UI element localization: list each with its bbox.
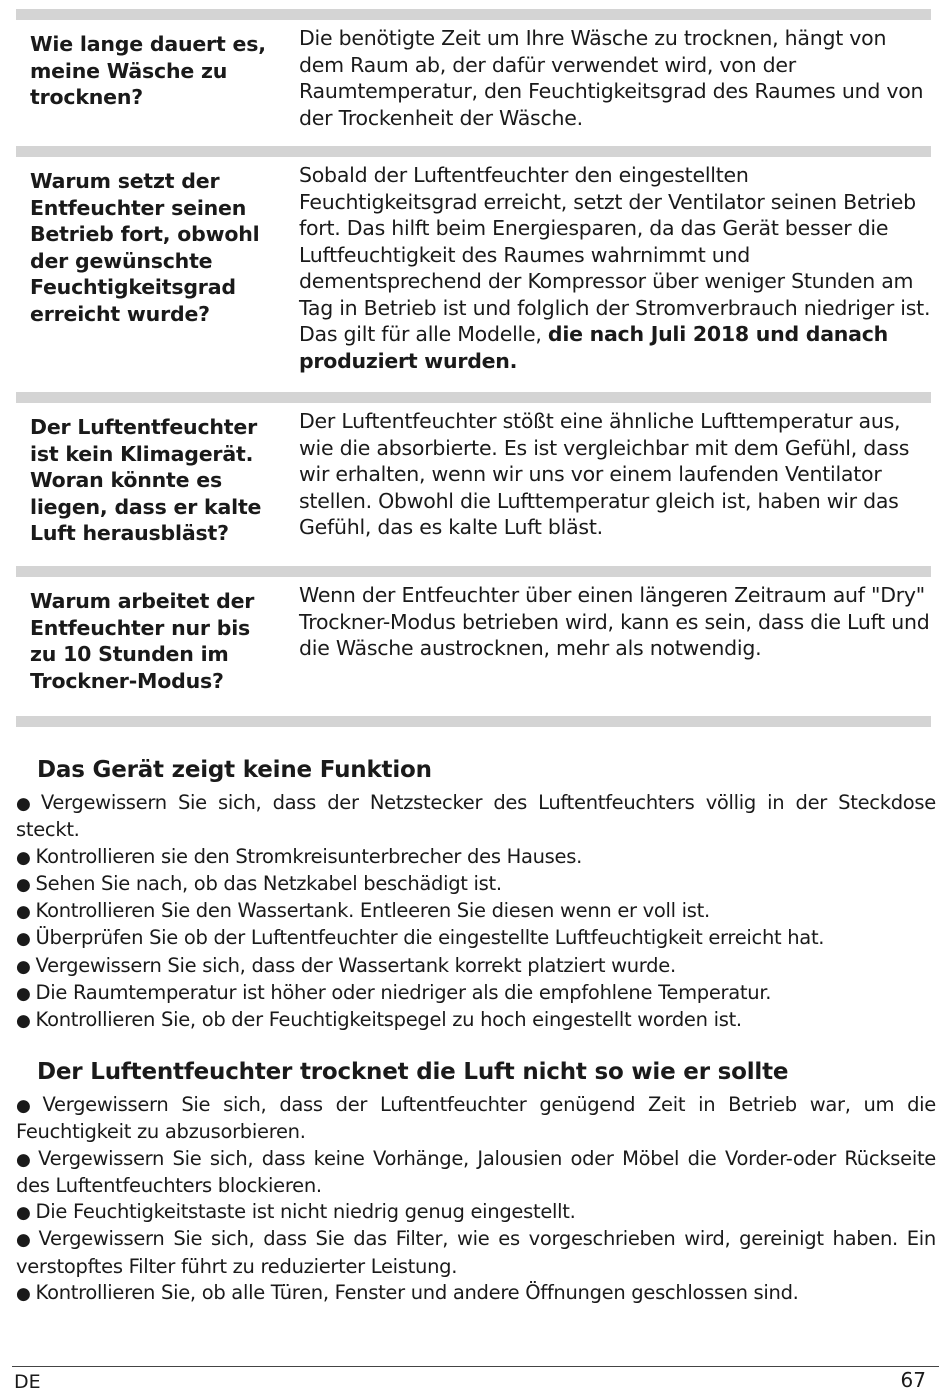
section-title: Der Luftentfeuchter trocknet die Luft nicht so wie er sollte	[37, 1059, 789, 1085]
list-item: ● Die Feuchtigkeitstaste ist nicht niedrig genug eingestellt.	[16, 1200, 576, 1224]
list-item: ● Kontrollieren Sie, ob der Feuchtigkeitspegel zu hoch eingestellt worden ist.	[16, 1008, 742, 1032]
bullet-icon: ●	[16, 929, 31, 950]
faq-answer: Der Luftentfeuchter stößt eine ähnliche Lufttemperatur aus, wie die absorbierte. Es ist vergleichbar mit dem Gefühl, dass wir erhalten, wenn wir uns vor einem laufenden Ventilator stellen. Obwohl die Lufttemperatur gleich ist, haben wir das Gefühl, das es kalte Luft bläst.	[299, 409, 910, 539]
footer-language: DE	[14, 1371, 41, 1393]
faq-answer-bold: die nach Juli 2018 und danach produziert wurden.	[299, 322, 888, 373]
list-item: ● Sehen Sie nach, ob das Netzkabel beschädigt ist.	[16, 871, 502, 895]
faq-separator	[16, 146, 931, 157]
faq-answer	[299, 162, 931, 374]
faq-row	[16, 20, 931, 146]
faq-question: Warum setzt der Entfeuchter seinen Betrieb fort, obwohl der gewünschte Feuchtigkeitsgrad erreicht wurde?	[30, 169, 260, 326]
faq-question: Warum arbeitet der Entfeuchter nur bis zu 10 Stunden im Trockner-Modus?	[30, 589, 255, 693]
list-item: ● Vergewissern Sie sich, dass der Netzstecker des Luftentfeuchters völlig in der Steckdose steckt.	[16, 791, 936, 842]
bullet-list	[16, 790, 936, 1035]
faq-row	[16, 577, 931, 716]
faq-separator	[16, 392, 931, 403]
list-item: ● Überprüfen Sie ob der Luftentfeuchter die eingestellte Luftfeuchtigkeit erreicht hat.	[16, 926, 825, 950]
bullet-icon: ●	[16, 1203, 31, 1224]
faq-row	[16, 157, 931, 392]
section-title: Das Gerät zeigt keine Funktion	[37, 757, 432, 783]
bullet-icon: ●	[16, 1284, 31, 1305]
faq-separator	[16, 9, 931, 20]
faq-answer: Wenn der Entfeuchter über einen längeren Zeitraum auf "Dry" Trockner-Modus betrieben wird, kann es sein, dass die Luft und die Wäsche austrocknen, mehr als notwendig.	[299, 583, 930, 660]
faq-table	[16, 0, 931, 727]
faq-answer-text: Sobald der Luftentfeuchter den eingestellten Feuchtigkeitsgrad erreicht, setzt der Ventilator seinen Betrieb fort. Das hilft beim Energiesparen, da das Gerät besser die Luftfeuchtigkeit des Raumes wahrnimmt und dementsprechend der Kompressor über weniger Stunden am Tag in Betrieb ist und folglich der Stromverbrauch niedriger ist. Das gilt für alle Modelle,	[299, 163, 931, 346]
section-no-function	[16, 754, 936, 1035]
bullet-icon: ●	[16, 1096, 38, 1116]
list-item: ● Kontrollieren Sie den Wassertank. Entleeren Sie diesen wenn er voll ist.	[16, 899, 710, 923]
bullet-icon: ●	[16, 1149, 34, 1170]
list-item: ● Vergewissern Sie sich, dass keine Vorhänge, Jalousien oder Möbel die Vorder-oder Rückseite des Luftentfeuchters blockieren.	[16, 1146, 936, 1197]
bullet-icon: ●	[16, 956, 31, 977]
page-number: 67	[900, 1368, 926, 1392]
list-item: ● Kontrollieren sie den Stromkreisunterbrecher des Hauses.	[16, 844, 582, 868]
footer-divider	[12, 1366, 939, 1367]
bullet-icon: ●	[16, 1230, 34, 1251]
bullet-list	[16, 1092, 936, 1307]
faq-answer: Die benötigte Zeit um Ihre Wäsche zu trocknen, hängt von dem Raum ab, der dafür verwendet wird, von der Raumtemperatur, den Feuchtigkeitsgrad des Raumes und von der Trockenheit der Wäsche.	[299, 26, 924, 130]
bullet-icon: ●	[16, 984, 31, 1005]
list-item: ● Kontrollieren Sie, ob alle Türen, Fenster und andere Öffnungen geschlossen sind.	[16, 1281, 799, 1305]
list-item: ● Vergewissern Sie sich, dass der Wassertank korrekt platziert wurde.	[16, 953, 676, 977]
list-item: ● Die Raumtemperatur ist höher oder niedriger als die empfohlene Temperatur.	[16, 981, 772, 1005]
faq-row	[16, 403, 931, 566]
faq-separator	[16, 716, 931, 727]
bullet-icon: ●	[16, 902, 31, 923]
bullet-icon: ●	[16, 847, 31, 868]
bullet-icon: ●	[16, 794, 36, 814]
section-not-drying	[16, 1056, 936, 1307]
bullet-icon: ●	[16, 1011, 31, 1032]
faq-separator	[16, 566, 931, 577]
list-item: ● Vergewissern Sie sich, dass der Luftentfeuchter genügend Zeit in Betrieb war, um die Feuchtigkeit zu abzusorbieren.	[16, 1093, 936, 1144]
faq-question: Wie lange dauert es, meine Wäsche zu trocknen?	[30, 32, 266, 109]
list-item: ● Vergewissern Sie sich, dass Sie das Filter, wie es vorgeschrieben wird, gereinigt haben. Ein verstopftes Filter führt zu reduzierter Leistung.	[16, 1227, 936, 1278]
faq-question: Der Luftentfeuchter ist kein Klimagerät. Woran könnte es liegen, dass er kalte Luft herausbläst?	[30, 415, 262, 545]
bullet-icon: ●	[16, 874, 31, 895]
